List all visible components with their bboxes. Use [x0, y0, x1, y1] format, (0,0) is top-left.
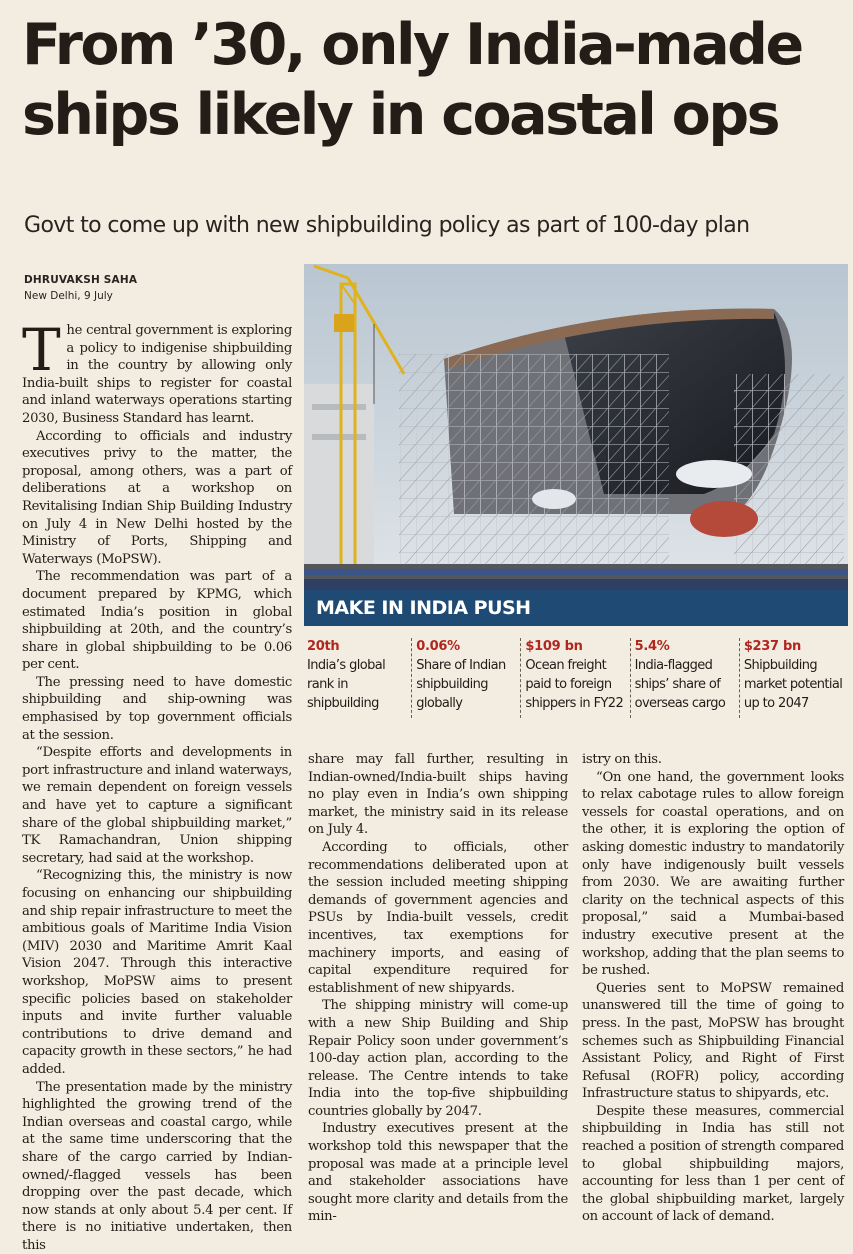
- paragraph: According to officials and industry executives privy to the matter, the proposal, among others, was a part of deliberations at a workshop on Revitalising Indian Ship Building Industry on July 4 in New Delhi hosted by the Ministry of Ports, Shipping and Waterways (MoPSW).: [22, 428, 292, 567]
- subheadline: Govt to come up with new shipbuilding policy as part of 100-day plan: [24, 213, 750, 238]
- paragraph: “Recognizing this, the ministry is now focusing on enhancing our shipbuilding and ship repair infrastructure to meet the ambitious goals of Maritime India Vision (MIV) 2030 and Maritime Amrit Kaal Vision 2047. Through this interactive workshop, MoPSW aims to present specific policies based on stakeholder inputs and invite further valuable contributions to drive demand and capacity growth in these sectors,” he had added.: [22, 868, 292, 1077]
- shipyard-illustration: [304, 264, 848, 590]
- infobox-title: MAKE IN INDIA PUSH: [316, 597, 531, 619]
- headline: From ’30, only India-made ships likely in coastal ops: [22, 12, 802, 148]
- drop-cap: T: [22, 316, 61, 384]
- fact-description: India’s global rank in shipbuilding: [307, 658, 386, 711]
- paragraph: istry on this.: [582, 752, 662, 767]
- infobox-banner: [304, 590, 848, 626]
- paragraph: The shipping ministry will come-up with a new Ship Building and Ship Repair Policy soon under government’s 100-day action plan, according to the release. The Centre intends to take India into the top-five shipbuilding countries globally by 2047.: [308, 998, 568, 1119]
- paragraph: “On one hand, the government looks to relax cabotage rules to allow foreign vessels for coastal operations, and on the other, it is exploring the option of asking domestic industry to mandatorily only have indigenously built vessels from 2030. We are awaiting further clarity on the technical aspects of this proposal,” said a Mumbai-based industry executive present at the workshop, adding that the plan seems to be rushed.: [582, 769, 844, 979]
- fact-item: [630, 638, 739, 718]
- byline-dateline: New Delhi, 9 July: [24, 290, 113, 302]
- paragraph: The recommendation was part of a document prepared by KPMG, which estimated India’s position in global shipbuilding at 20th, and the country’s share in global shipbuilding to be 0.06 per cent.: [22, 569, 292, 673]
- article-column-2: [308, 751, 568, 1226]
- fact-value: 20th: [307, 639, 340, 654]
- fact-value: $237 bn: [743, 639, 801, 654]
- fact-item: [739, 638, 848, 718]
- paragraph: Despite these measures, commercial shipbuilding in India has still not reached a position of strength compared to global shipbuilding majors, accounting for less than 1 per cent of the global shipbuilding market, largely on account of lack of demand.: [582, 1103, 844, 1225]
- paragraph: Queries sent to MoPSW remained unanswered till the time of going to press. In the past, MoPSW has brought schemes such as Shipbuilding Financial Assistant Policy, and Right of First Refusal (ROFR) policy, according Infrastructure status to shipyards, etc.: [582, 980, 844, 1102]
- byline-author: DHRUVAKSH SAHA: [24, 274, 138, 286]
- shipyard-photo: [304, 264, 848, 590]
- paragraph: “Despite efforts and developments in port infrastructure and inland waterways, we remain dependent on foreign vessels and have yet to capture a significant share of the global shipbuilding market,” TK Ramachandran, Union shipping secretary, had said at the workshop.: [22, 745, 292, 866]
- paragraph: share may fall further, resulting in Indian-owned/India-built ships having no play even in India’s own shipping market, the ministry said in its release on July 4.: [308, 752, 568, 838]
- fact-value: $109 bn: [525, 639, 583, 654]
- paragraph: Industry executives present at the workshop told this newspaper that the proposal was made at a principle level and stakeholder associations have sought more clarity and details from the min-: [308, 1121, 568, 1225]
- fact-value: 0.06%: [416, 639, 460, 654]
- fact-description: India-flagged ships’ share of overseas cargo: [634, 658, 726, 711]
- fact-description: Share of Indian shipbuilding globally: [416, 658, 506, 711]
- paragraph: The central government is exploring a policy to indigenise shipbuilding in the country by allowing only India-built ships to register for coastal and inland waterways operations starting 2030, Business Standard has learnt.: [22, 316, 292, 426]
- fact-description: Ocean freight paid to foreign shippers in FY22: [525, 658, 624, 711]
- paragraph: The pressing need to have domestic shipbuilding and ship-owning was emphasised by top government officials at the session.: [22, 674, 292, 743]
- article-column-3: [582, 751, 844, 1226]
- fact-item: [304, 638, 411, 718]
- fact-item: [520, 638, 629, 718]
- infobox-facts: [304, 638, 848, 718]
- fact-value: 5.4%: [634, 639, 670, 654]
- paragraph: According to officials, other recommendations deliberated upon at the session included meeting shipping demands of government agencies and PSUs by India-built vessels, credit incentives, tax exemptions for machinery imports, and easing of capital expenditure required for establishment of new shipyards.: [308, 839, 568, 996]
- byline: [24, 272, 294, 304]
- article-column-1: [22, 316, 292, 1254]
- fact-item: [411, 638, 520, 718]
- paragraph: The presentation made by the ministry highlighted the growing trend of the Indian overseas and coastal cargo, while at the same time underscoring that the share of the cargo carried by Indian-owned/-flagged vessels has been dropping over the past decade, which now stands at only about 5.4 per cent. If there is no initiative undertaken, then this: [22, 1079, 292, 1253]
- fact-description: Shipbuilding market potential up to 2047: [743, 658, 843, 711]
